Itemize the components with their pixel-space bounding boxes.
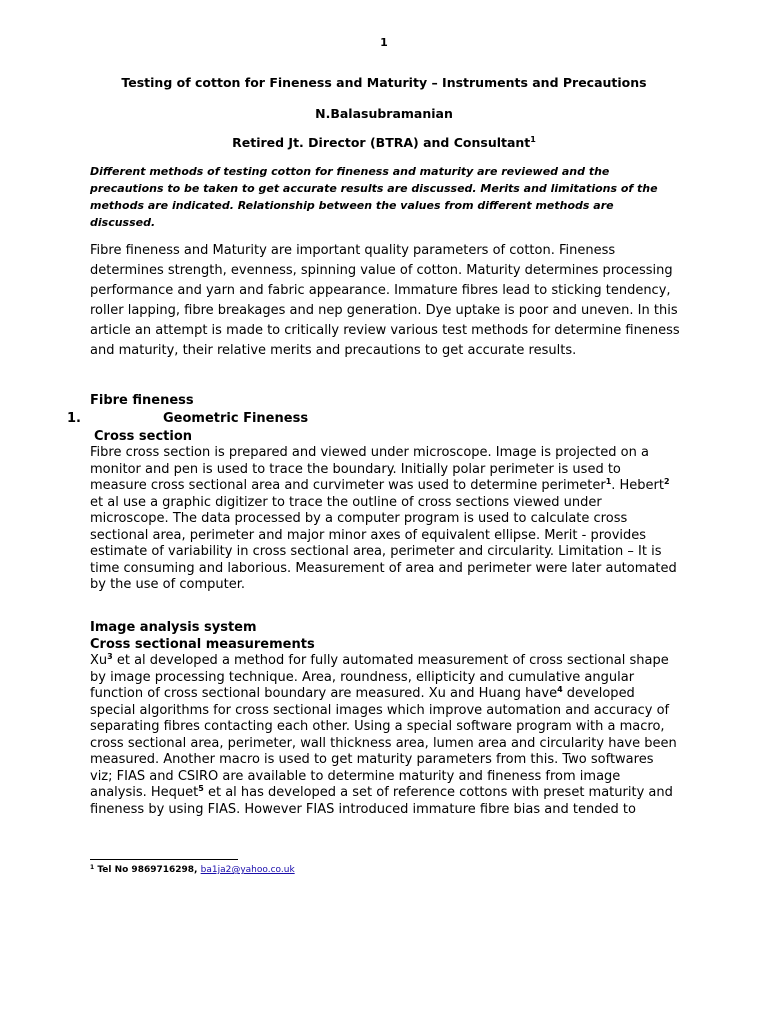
heading-image-analysis: Image analysis system (90, 620, 257, 635)
footnote-email-link[interactable]: ba1ja2@yahoo.co.uk (200, 865, 295, 875)
image-analysis-text-2: et al developed a method for fully automated measurement of cross sectional shape by image processing technique. Area, roundness, ellipticity and cumulative angular function of cross sectional boundary are measured. Xu and Huang have (90, 653, 669, 701)
image-analysis-text-1: Xu (90, 653, 108, 668)
heading-geometric-fineness: Geometric Fineness (163, 411, 309, 426)
image-analysis-text-4: et al has developed a set of reference cottons with preset maturity and fineness by using FIAS. However FIAS introduced immature fibre bias and tended to (90, 785, 673, 817)
cross-section-text-1: Fibre cross section is prepared and viewed under microscope. Image is projected on a monitor and pen is used to trace the boundary. Initially polar perimeter is used to measure cross sectional area and curvimeter was used to determine perimeter (90, 445, 649, 493)
footnote-text: Tel No 9869716298, (94, 865, 201, 875)
heading-cross-section: Cross section (94, 429, 193, 444)
paper-title: Testing of cotton for Fineness and Maturity – Instruments and Precautions (121, 75, 647, 90)
cross-section-text-2: . Hebert (611, 478, 664, 493)
author-affiliation (80, 135, 688, 150)
reference-mark: 5 (198, 784, 204, 793)
affiliation-footnote-mark: 1 (530, 135, 536, 144)
author-name: N.Balasubramanian (315, 106, 453, 121)
intro-paragraph: Fibre fineness and Maturity are important quality parameters of cotton. Fineness determines strength, evenness, spinning value of cotton. Maturity determines processing performance and yarn and fabric appearance. Immature fibres lead to sticking tendency, roller lapping, fibre breakages and nep generation. Dye uptake is poor and uneven. In this article an attempt is made to critically review various test methods for determine fineness and maturity, their relative merits and precautions to get accurate results. (90, 243, 680, 358)
image-analysis-paragraph (90, 653, 680, 818)
footnote-rule (90, 859, 238, 860)
cross-section-paragraph (90, 445, 680, 594)
footnote (90, 864, 295, 875)
heading-fibre-fineness: Fibre fineness (90, 393, 194, 408)
image-analysis-text-3: developed special algorithms for cross sectional images which improve automation and accuracy of separating fibres contacting each other. Using a special software program with a macro, cross sectional area, perimeter, wall thickness area, lumen area and circularity have been measured. Another macro is used to get maturity parameters from this. Two softwares viz; FIAS and CSIRO are available to determine maturity and fineness from image analysis. Hequet (90, 686, 677, 800)
page-number: 1 (380, 36, 388, 49)
cross-section-text-3: et al use a graphic digitizer to trace the outline of cross sections viewed under microscope. The data processed by a computer program is used to calculate cross sectional area, perimeter and major minor axes of equivalent ellipse. Merit - provides estimate of variability in cross sectional area, perimeter and circularity. Limitation – It is time consuming and laborious. Measurement of area and perimeter were later automated by the use of computer. (90, 494, 677, 592)
affiliation-text: Retired Jt. Director (BTRA) and Consultant (232, 135, 531, 150)
reference-mark: 2 (664, 477, 670, 486)
reference-mark: 4 (557, 685, 563, 694)
reference-mark: 3 (107, 652, 113, 661)
reference-mark: 1 (605, 477, 612, 486)
heading-number: 1. (67, 411, 81, 426)
heading-cross-sectional-measurements: Cross sectional measurements (90, 637, 315, 652)
abstract: Different methods of testing cotton for fineness and maturity are reviewed and the precautions to be taken to get accurate results are discussed. Merits and limitations of the methods are indicated. Relationship between the values from different methods are discussed. (90, 165, 658, 229)
footnote-mark: 1 (90, 864, 95, 871)
